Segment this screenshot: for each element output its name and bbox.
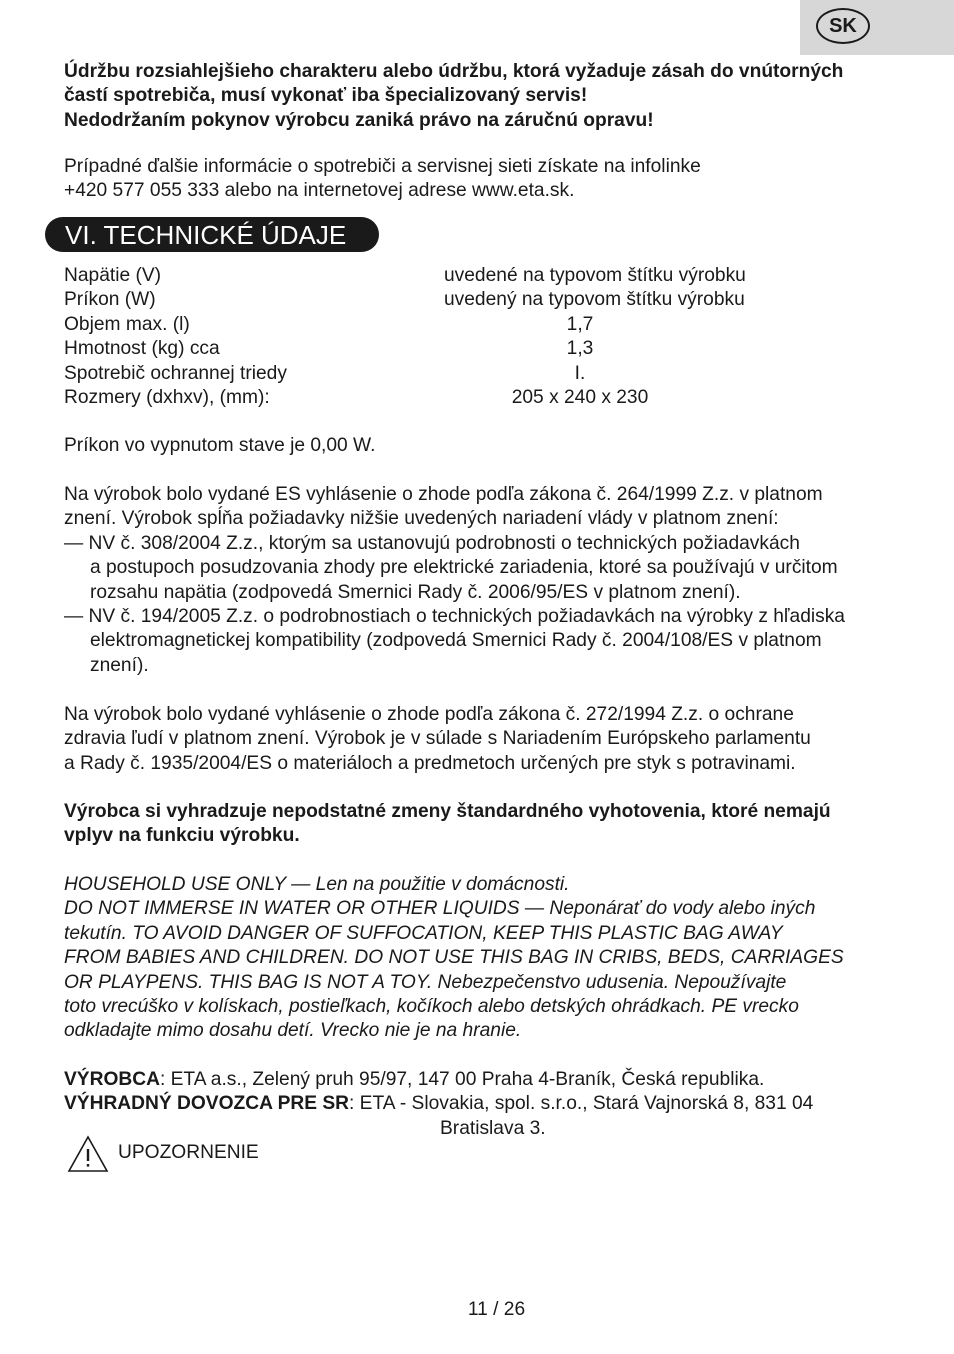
spec-table xyxy=(64,264,884,410)
regulation-item-continuation: a postupoch posudzovania zhody pre elektrické zariadenia, ktoré sa používajú v určitom xyxy=(90,557,838,579)
changes-line: vplyv na funkciu výrobku. xyxy=(64,825,300,847)
warning-triangle-icon xyxy=(67,1135,109,1173)
es-declaration xyxy=(64,483,904,678)
spec-label: Hmotnost (kg) cca xyxy=(64,338,220,360)
maintenance-line: Údržbu rozsiahlejšieho charakteru alebo údržbu, ktorá vyžaduje zásah do vnútorných xyxy=(64,61,844,82)
spec-row xyxy=(64,313,884,337)
standby-power xyxy=(64,434,904,458)
changes-notice xyxy=(64,800,904,849)
spec-row xyxy=(64,386,884,410)
warning-label: UPOZORNENIE xyxy=(118,1142,259,1163)
importer-city: Bratislava 3. xyxy=(440,1117,546,1139)
language-tab xyxy=(800,0,954,55)
language-badge: SK xyxy=(816,8,870,44)
spec-row xyxy=(64,337,884,361)
spec-value: uvedené na typovom štítku výrobku xyxy=(444,265,746,286)
maintenance-notice xyxy=(64,60,904,133)
spec-value: 1,3 xyxy=(566,338,594,360)
warning-line: toto vrecúško v kolískach, postieľkach, kočíkoch alebo detských ohrádkach. PE vrecko xyxy=(64,996,799,1018)
warning-line: OR PLAYPENS. THIS BAG IS NOT A TOY. Nebezpečenstvo udusenia. Nepoužívajte xyxy=(64,971,787,993)
importer-text: : ETA - Slovakia, spol. s.r.o., Stará Vajnorská 8, 831 04 xyxy=(349,1093,814,1115)
manufacturer-line xyxy=(64,1068,904,1092)
warning-line: FROM BABIES AND CHILDREN. DO NOT USE THIS BAG IN CRIBS, BEDS, CARRIAGES xyxy=(64,947,844,969)
regulation-item-continuation: znení). xyxy=(90,654,149,676)
warning-line: tekutín. TO AVOID DANGER OF SUFFOCATION, KEEP THIS PLASTIC BAG AWAY xyxy=(64,922,783,944)
importer-label: VÝHRADNÝ DOVOZCA PRE SR xyxy=(64,1093,350,1115)
spec-row xyxy=(64,288,884,312)
importer-line xyxy=(64,1092,904,1116)
health-line: zdravia ľudí v platnom znení. Výrobok je v súlade s Nariadením Európskeho parlamentu xyxy=(64,728,811,750)
regulation-item: — NV č. 194/2005 Z.z. o podrobnostiach o technických požiadavkách na výrobky z hľadiska xyxy=(64,606,845,628)
health-line: Na výrobok bolo vydané vyhlásenie o zhode podľa zákona č. 272/1994 Z.z. o ochrane xyxy=(64,704,794,725)
warning-line: HOUSEHOLD USE ONLY — Len na použitie v domácnosti. xyxy=(64,874,570,895)
spec-value: I. xyxy=(574,362,586,384)
warning-line: DO NOT IMMERSE IN WATER OR OTHER LIQUIDS — Neponárať do vody alebo iných xyxy=(64,898,816,920)
standby-line: Príkon vo vypnutom stave je 0,00 W. xyxy=(64,435,376,456)
page-number: 11 / 26 xyxy=(467,1299,526,1320)
declaration-line: znení. Výrobok spĺňa požiadavky nižšie uvedených nariadení vlády v platnom znení: xyxy=(64,508,779,530)
spec-label: Rozmery (dxhxv), (mm): xyxy=(64,386,270,408)
maintenance-line: častí spotrebiča, musí vykonať iba špecializovaný servis! xyxy=(64,85,588,107)
spec-value: 205 x 240 x 230 xyxy=(511,386,649,408)
spec-row xyxy=(64,264,884,288)
company-info xyxy=(64,1068,904,1141)
spec-value: 1,7 xyxy=(566,313,594,335)
declaration-line: Na výrobok bolo vydané ES vyhlásenie o zhode podľa zákona č. 264/1999 Z.z. v platnom xyxy=(64,484,823,505)
spec-label: Napätie (V) xyxy=(64,265,162,286)
spec-label: Objem max. (l) xyxy=(64,313,190,335)
maintenance-line: Nedodržaním pokynov výrobcu zaniká právo na záručnú opravu! xyxy=(64,109,654,131)
infoline-line: Prípadné ďalšie informácie o spotrebiči a servisnej sieti získate na infolinke xyxy=(64,156,701,177)
spec-row xyxy=(64,362,884,386)
health-declaration xyxy=(64,703,904,776)
manufacturer-label: VÝROBCA xyxy=(64,1069,160,1090)
infoline-line: +420 577 055 333 alebo na internetovej adrese www.eta.sk. xyxy=(64,180,575,202)
warning-line: odkladajte mimo dosahu detí. Vrecko nie je na hranie. xyxy=(64,1020,522,1042)
regulation-item-continuation: rozsahu napätia (zodpovedá Smernici Rady č. 2006/95/ES v platnom znení). xyxy=(90,581,741,603)
changes-line: Výrobca si vyhradzuje nepodstatné zmeny štandardného vyhotovenia, ktoré nemajú xyxy=(64,801,831,822)
health-line: a Rady č. 1935/2004/ES o materiáloch a predmetoch určených pre styk s potravinami. xyxy=(64,752,796,774)
spec-label: Príkon (W) xyxy=(64,289,156,311)
spec-value: uvedený na typovom štítku výrobku xyxy=(444,289,745,311)
regulation-item: — NV č. 308/2004 Z.z., ktorým sa ustanovujú podrobnosti o technických požiadavkách xyxy=(64,532,800,554)
regulation-item-continuation: elektromagnetickej kompatibility (zodpovedá Smernici Rady č. 2004/108/ES v platnom xyxy=(90,630,822,652)
infoline-paragraph xyxy=(64,155,904,204)
spec-label: Spotrebič ochrannej triedy xyxy=(64,362,287,384)
safety-warnings xyxy=(64,873,904,1044)
section-heading: VI. TECHNICKÉ ÚDAJE xyxy=(45,217,379,252)
manufacturer-text: : ETA a.s., Zelený pruh 95/97, 147 00 Praha 4-Braník, Česká republika. xyxy=(159,1069,765,1090)
